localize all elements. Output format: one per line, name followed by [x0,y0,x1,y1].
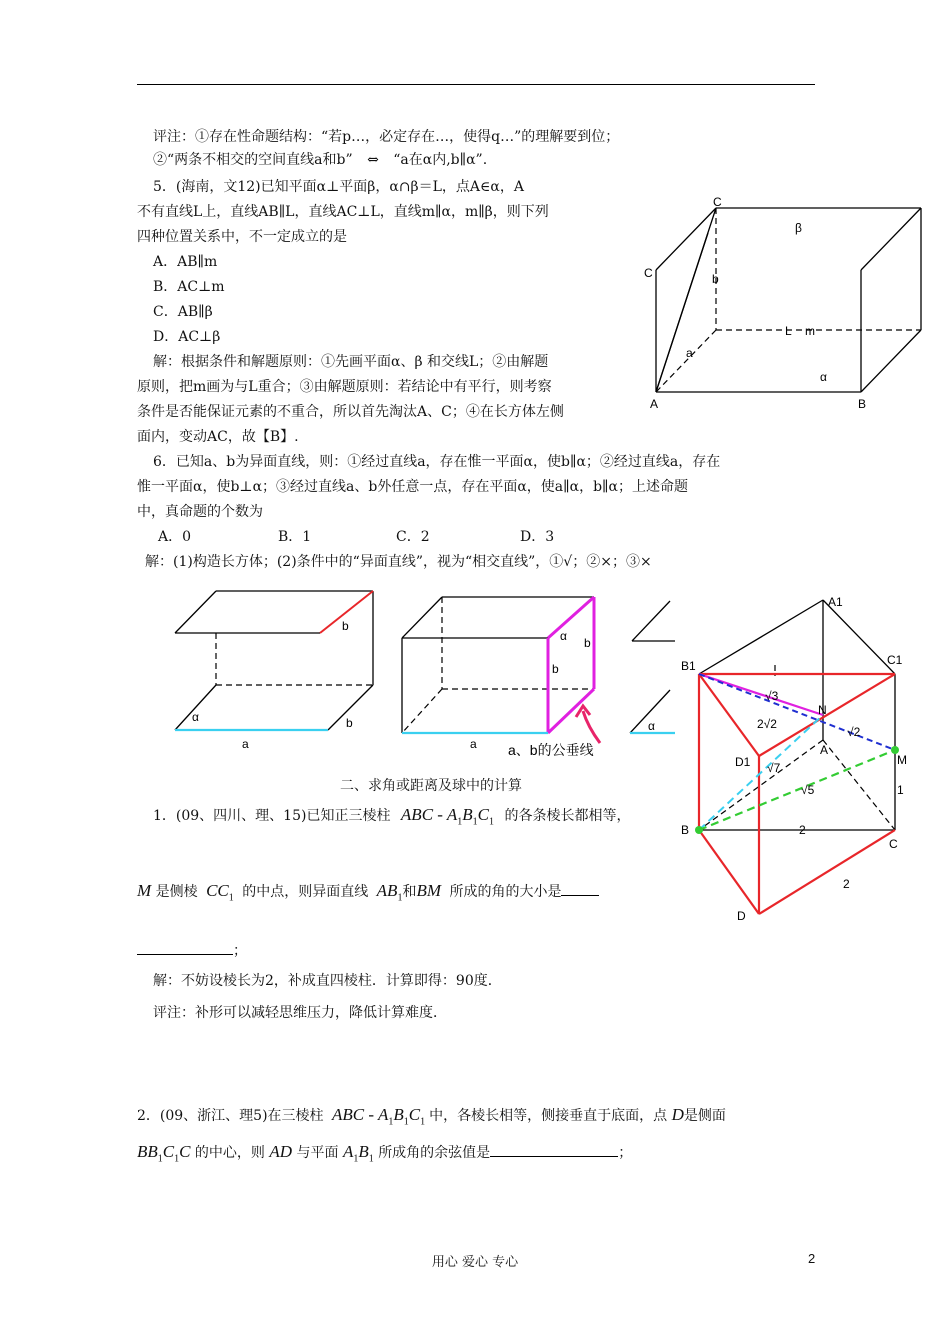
q2-prism-formula: ABC - $A_1B_1C_1$ [332,1105,426,1128]
fig3-label: 2√2 [757,717,777,731]
solution-5-line-2: 原则，把m画为与L重合；③由解题原则：若结论中有平行，则考察 [137,379,552,395]
fig1-label: L [785,324,792,338]
fig2-label: b [584,636,591,650]
footer: 用心 爱心 专心 [431,1255,519,1270]
option-c: C．AB∥β [153,304,213,320]
problem-5-line-2: 不有直线L上，直线AB∥L，直线AC⊥L，直线m∥α，m∥β，则下列 [137,204,549,220]
problem-6-line-3: 中，真命题的个数为 [137,504,263,520]
fig3-label: D [737,909,746,923]
figure-skew-lines [170,585,675,765]
option-6c: C．2 [396,529,430,545]
q1-blank-a [561,881,599,896]
q1-blank-b [137,940,233,955]
fig3-label: √2 [847,725,861,739]
fig2-label: α [648,719,655,733]
fig3-label: √7 [767,761,781,775]
comment-line-2 [153,150,487,170]
q2-line-ad: AD [269,1142,293,1161]
question-1-line-3 [137,940,247,961]
fig3-label: D1 [735,755,751,769]
q1-point-m: M [137,881,152,900]
q1-text-d: 的中点，则异面直线 [242,884,369,900]
problem-5-line-1: 5．(海南，文12)已知平面α⊥平面β，α∩β＝L，点A∈α，A [153,179,524,195]
q1-edge-cc1: $CC_1$ [206,881,234,904]
q2-text-e: 与平面 [296,1145,339,1161]
problem-6-line-1: 6．已知a、b为异面直线，则：①经过直线a，存在惟一平面α，使b∥α；②经过直线a，存在 [153,454,721,470]
solution-5-line-3: 条件是否能保证元素的不重合，所以首先淘汰A、C；④在长方体左侧 [137,404,564,420]
q2-point-d: D [671,1105,684,1124]
fig3-label: B1 [681,659,696,673]
option-6d: D．3 [520,529,555,545]
fig3-label: √5 [801,783,815,797]
fig3-label: √3 [765,689,779,703]
fig1-label: m [805,324,815,338]
option-a: A．AB∥m [153,254,218,270]
fig1-label: a [686,346,693,360]
fig1-label: β [795,221,802,235]
fig1-label: C [644,266,653,280]
q1-text-b: 的各条棱长都相等， [504,808,631,824]
fig2-label: α [192,710,199,724]
option-b: B．AC⊥m [153,279,225,295]
fig3-label: N [818,703,827,717]
problem-6-line-2: 惟一平面α，使b⊥α；③经过直线a、b外任意一点，存在平面α，使a∥α，b∥α；上述命题 [137,479,688,495]
fig1-label: C [713,195,722,209]
q1-line-ab1: $AB_1$ [376,881,403,904]
equivalence-symbol: ⇔ [367,152,379,168]
q1-text-e: 和 [402,884,417,900]
q2-text-g: ； [618,1145,633,1161]
problem-5-line-3: 四种位置关系中，不一定成立的是 [137,229,347,245]
fig3-label: A [820,743,829,757]
q2-text-d: 的中心，则 [194,1145,265,1161]
question-2-line-2 [137,1142,632,1169]
point-b-marker [695,826,703,834]
q2-face: $BB_1C_1C$ [137,1142,191,1165]
question-1-line-2 [137,881,599,908]
section-heading: 二、求角或距离及球中的计算 [340,778,522,794]
q2-text-c: 是侧面 [683,1108,726,1124]
q1-text-f: 所成的角的大小是 [449,884,562,900]
comment-line-2-a: ②“两条不相交的空间直线a和b” [153,152,353,168]
fig3-label: B [681,823,690,837]
fig1-label: B [858,397,867,411]
q1-text-g: ； [233,943,247,959]
q2-blank [490,1142,618,1157]
fig2-label: α [560,629,567,643]
option-6b: B．1 [278,529,312,545]
comment-line-1: 评注：①存在性命题结构：“若p…，必定存在…，使得q…”的理解要到位； [153,129,620,145]
q1-line-bm: BM [416,881,441,900]
question-2-line-1 [137,1105,726,1132]
q1-text-c: 是侧棱 [155,884,198,900]
option-d: D．AC⊥β [153,329,221,345]
q2-text-b: 中，各棱长相等，侧接垂直于底面，点 [429,1108,668,1124]
header-rule [137,84,815,85]
q1-prism-formula: ABC - $A_1B_1C_1$ [400,805,495,828]
q2-text-f: 所成角的余弦值是 [378,1145,491,1161]
figure-planes-box [640,195,930,420]
fig3-label: 2 [799,823,806,837]
fig1-label: b [712,272,719,286]
fig2-label: a、b的公垂线 [508,742,594,758]
fig2-label: b [346,716,353,730]
page-number: 2 [808,1251,816,1266]
fig3-label: 1 [897,783,904,797]
q1-text-a: 1．(09、四川、理、15)已知正三棱柱 [153,808,391,824]
fig1-label: α [820,370,827,384]
comment-1: 评注：补形可以减轻思维压力，降低计算难度． [153,1005,447,1021]
solution-1: 解：不妨设棱长为2，补成直四棱柱．计算即得：90度． [153,973,502,989]
fig2-label: b [342,619,349,633]
option-6a: A．0 [158,529,192,545]
fig1-label: A [650,397,659,411]
solution-5-line-1: 解：根据条件和解题原则：①先画平面α、β 和交线L；②由解题 [153,354,549,370]
fig3-label: C1 [887,653,903,667]
solution-5-line-4: 面内，变动AC，故【B】. [137,429,299,445]
q2-plane: $A_1B_1$ [342,1142,374,1165]
fig3-label: C [889,837,898,851]
solution-6: 解：(1)构造长方体；(2)条件中的“异面直线”，视为“相交直线”，①√；②×；③× [145,554,652,570]
fig3-label: 2 [843,877,850,891]
comment-line-2-b: “a在α内,b∥α”. [393,152,488,168]
fig2-label: a [470,737,477,751]
fig2-label: a [242,737,249,751]
fig2-label: b [552,662,559,676]
fig3-label: M [897,753,907,767]
figure-prism [675,590,915,930]
fig3-label: A1 [828,595,843,609]
q2-text-a: 2．(09、浙江、理5)在三棱柱 [137,1108,324,1124]
question-1-line-1 [153,805,630,832]
